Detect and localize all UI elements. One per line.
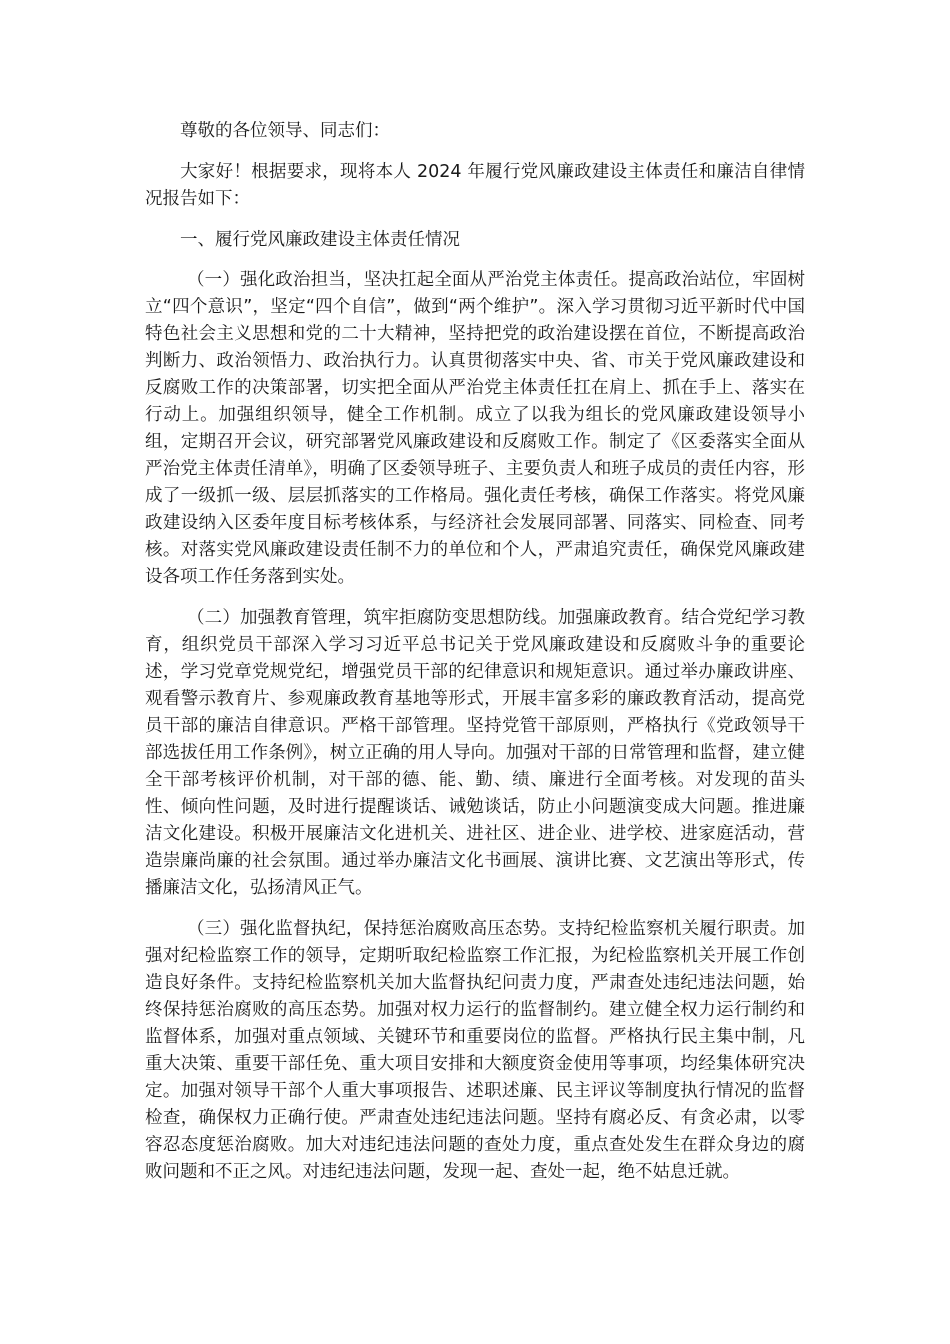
document-page	[145, 118, 805, 1200]
paragraph-1: （一）强化政治担当，坚决扛起全面从严治党主体责任。提高政治站位，牢固树立“四个意识”，坚定“四个自信”，做到“两个维护”。深入学习贯彻习近平新时代中国特色社会主义思想和党的二十大精神，坚持把党的政治建设摆在首位，不断提高政治判断力、政治领悟力、政治执行力。认真贯彻落实中央、省、市关于党风廉政建设和反腐败工作的决策部署，切实把全面从严治党主体责任扛在肩上、抓在手上、落实在行动上。加强组织领导，健全工作机制。成立了以我为组长的党风廉政建设领导小组，定期召开会议，研究部署党风廉政建设和反腐败工作。制定了《区委落实全面从严治党主体责任清单》，明确了区委领导班子、主要负责人和班子成员的责任内容，形成了一级抓一级、层层抓落实的工作格局。强化责任考核，确保工作落实。将党风廉政建设纳入区委年度目标考核体系，与经济社会发展同部署、同落实、同检查、同考核。对落实党风廉政建设责任制不力的单位和个人，严肃追究责任，确保党风廉政建设各项工作任务落到实处。	[145, 270, 805, 587]
paragraph-3: （三）强化监督执纪，保持惩治腐败高压态势。支持纪检监察机关履行职责。加强对纪检监察工作的领导，定期听取纪检监察工作汇报，为纪检监察机关开展工作创造良好条件。支持纪检监察机关加大监督执纪问责力度，严肃查处违纪违法问题，始终保持惩治腐败的高压态势。加强对权力运行的监督制约。建立健全权力运行制约和监督体系，加强对重点领域、关键环节和重要岗位的监督。严格执行民主集中制，凡重大决策、重要干部任免、重大项目安排和大额度资金使用等事项，均经集体研究决定。加强对领导干部个人重大事项报告、述职述廉、民主评议等制度执行情况的监督检查，确保权力正确行使。严肃查处违纪违法问题。坚持有腐必反、有贪必肃，以零容忍态度惩治腐败。加大对违纪违法问题的查处力度，重点查处发生在群众身边的腐败问题和不正之风。对违纪违法问题，发现一起、查处一起，绝不姑息迁就。	[145, 919, 805, 1182]
salutation: 尊敬的各位领导、同志们：	[180, 121, 390, 141]
section-1-title: 一、履行党风廉政建设主体责任情况	[180, 230, 460, 250]
intro-paragraph: 大家好！根据要求，现将本人 2024 年履行党风廉政建设主体责任和廉洁自律情况报告如下：	[145, 162, 805, 209]
paragraph-2: （二）加强教育管理，筑牢拒腐防变思想防线。加强廉政教育。结合党纪学习教育，组织党员干部深入学习习近平总书记关于党风廉政建设和反腐败斗争的重要论述，学习党章党规党纪，增强党员干部的纪律意识和规矩意识。通过举办廉政讲座、观看警示教育片、参观廉政教育基地等形式，开展丰富多彩的廉政教育活动，提高党员干部的廉洁自律意识。严格干部管理。坚持党管干部原则，严格执行《党政领导干部选拔任用工作条例》，树立正确的用人导向。加强对干部的日常管理和监督，建立健全干部考核评价机制，对干部的德、能、勤、绩、廉进行全面考核。对发现的苗头性、倾向性问题，及时进行提醒谈话、诫勉谈话，防止小问题演变成大问题。推进廉洁文化建设。积极开展廉洁文化进机关、进社区、进企业、进学校、进家庭活动，营造崇廉尚廉的社会氛围。通过举办廉洁文化书画展、演讲比赛、文艺演出等形式，传播廉洁文化，弘扬清风正气。	[145, 608, 805, 898]
